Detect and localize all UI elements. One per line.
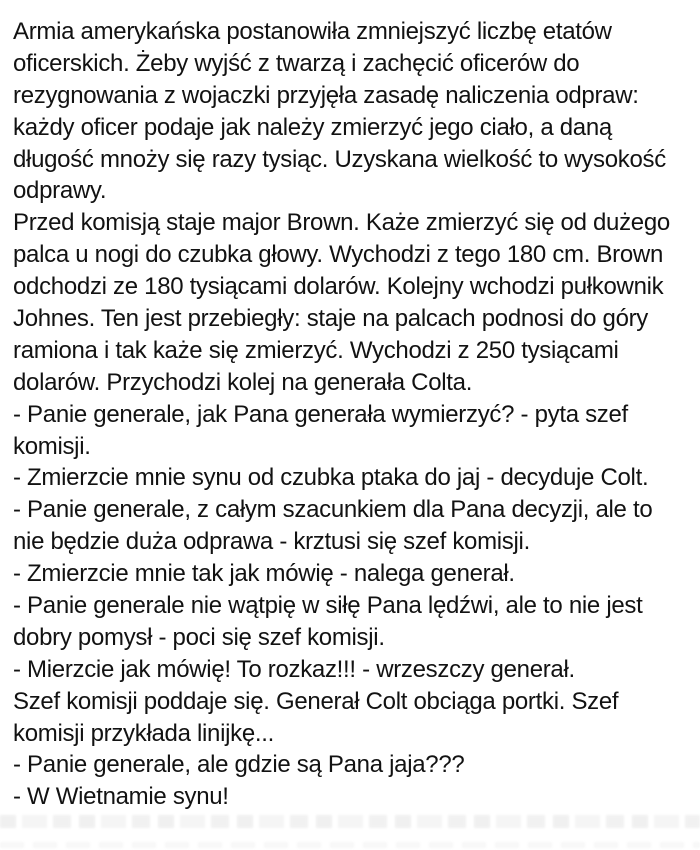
cropped-next-line-artifact-faint [0, 842, 700, 848]
text-line: odprawy. [13, 177, 107, 205]
text-line: - Panie generale, ale gdzie są Pana jaja??? [13, 751, 465, 779]
text-line: komisji przykłada linijkę... [13, 719, 275, 747]
text-line: - Panie generale nie wątpię w siłę Pana lędźwi, ale to nie jest [13, 592, 643, 620]
text-line: nie będzie duża odprawa - krztusi się szef komisji. [13, 528, 530, 556]
text-line: odchodzi ze 180 tysiącami dolarów. Kolejny wchodzi pułkownik [13, 273, 664, 301]
text-line: - Panie generale, z całym szacunkiem dla Pana decyzji, ale to [13, 496, 653, 524]
text-line: - W Wietnamie synu! [13, 783, 229, 811]
text-line: - Panie generale, jak Pana generała wymierzyć? - pyta szef [13, 400, 628, 428]
text-line: długość mnoży się razy tysiąc. Uzyskana wielkość to wysokość [13, 145, 666, 173]
text-line: ramiona i tak każe się zmierzyć. Wychodzi z 250 tysiącami [13, 336, 619, 364]
text-line: Przed komisją staje major Brown. Każe zmierzyć się od dużego [13, 209, 670, 237]
text-line: rezygnowania z wojaczki przyjęła zasadę naliczenia odpraw: [13, 81, 639, 109]
text-line: każdy oficer podaje jak należy zmierzyć jego ciało, a daną [13, 113, 612, 141]
cropped-next-line-artifact [0, 815, 700, 828]
text-line: - Zmierzcie mnie tak jak mówię - nalega generał. [13, 560, 515, 588]
text-line: Szef komisji poddaje się. Generał Colt obciąga portki. Szef [13, 687, 619, 715]
text-line: dolarów. Przychodzi kolej na generała Colta. [13, 368, 473, 396]
text-line: - Mierzcie jak mówię! To rozkaz!!! - wrzeszczy generał. [13, 655, 575, 683]
text-line: dobry pomysł - poci się szef komisji. [13, 623, 385, 651]
text-line: oficerskich. Żeby wyjść z twarzą i zachęcić oficerów do [13, 49, 580, 77]
joke-text-body [13, 16, 692, 813]
text-line: komisji. [13, 432, 91, 460]
text-line: palca u nogi do czubka głowy. Wychodzi z tego 180 cm. Brown [13, 241, 663, 269]
text-line: Armia amerykańska postanowiła zmniejszyć liczbę etatów [13, 18, 612, 45]
text-line: - Zmierzcie mnie synu od czubka ptaka do jaj - decyduje Colt. [13, 464, 649, 492]
text-line: Johnes. Ten jest przebiegły: staje na palcach podnosi do góry [13, 305, 649, 333]
